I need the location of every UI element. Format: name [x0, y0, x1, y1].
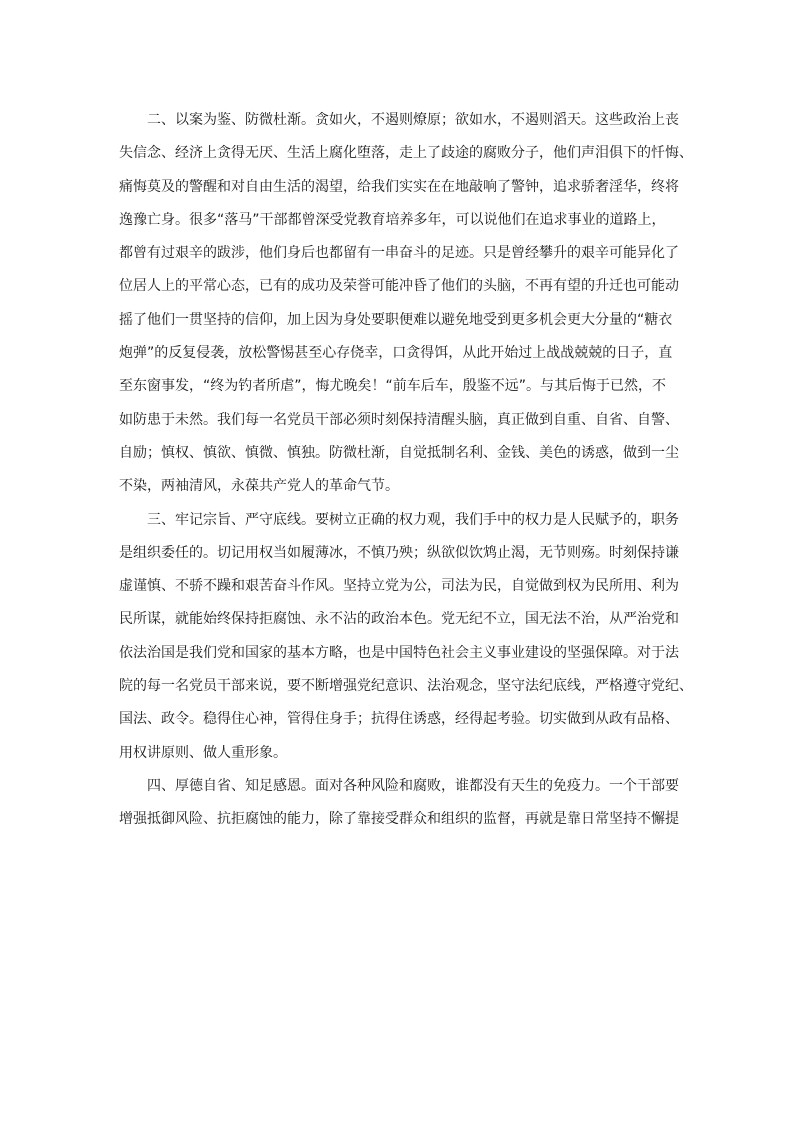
paragraph-2-line-10: 如防患于未然。我们每一名党员干部必须时刻保持清醒头脑，真正做到自重、自省、自警、 [119, 411, 679, 428]
paragraph-2-line-12: 不染，两袖清风，永葆共产党人的革命气节。 [119, 478, 399, 495]
paragraph-2-line-11: 自励；慎权、慎欲、慎微、慎独。防微杜渐，自觉抵制名利、金钱、美色的诱惑，做到一尘 [119, 444, 679, 461]
paragraph-2-line-7: 摇了他们一贯坚持的信仰，加上因为身处要职便难以避免地受到更多机会更大分量的“糖衣 [119, 311, 673, 328]
paragraph-3-line-1: 三、牢记宗旨、严守底线。要树立正确的权力观，我们手中的权力是人民赋予的，职务 [147, 511, 679, 528]
paragraph-3-line-4: 民所谋，就能始终保持拒腐蚀、永不沾的政治本色。党无纪不立，国无法不治，从严治党和 [119, 611, 679, 628]
paragraph-2-line-1: 二、以案为鉴、防微杜渐。贪如火，不遏则燎原；欲如水，不遏则滔天。这些政治上丧 [147, 112, 679, 128]
paragraph-2-line-5: 都曾有过艰辛的跋涉，他们身后也都留有一串奋斗的足迹。只是曾经攀升的艰辛可能异化了 [119, 245, 679, 262]
paragraph-3-line-8: 用权讲原则、做人重形象。 [119, 744, 287, 761]
paragraph-2-line-3: 痛悔莫及的警醒和对自由生活的渴望，给我们实实在在地敲响了警钟，追求骄奢淫华，终将 [119, 178, 679, 195]
paragraph-3-line-6: 院的每一名党员干部来说，要不断增强党纪意识、法治观念，坚守法纪底线，严格遵守党纪、 [119, 678, 693, 695]
paragraph-3-line-3: 虚谨慎、不骄不躁和艰苦奋斗作风。坚持立党为公，司法为民，自觉做到权为民所用、利为 [119, 578, 679, 595]
paragraph-2-line-6: 位居人上的平常心态，已有的成功及荣誉可能冲昏了他们的头脑，不再有望的升迁也可能动 [119, 278, 679, 295]
paragraph-2-line-9: 至东窗事发，“终为钓者所虐”，悔尤晚矣！“前车后车，殷鉴不远”。与其后悔于已然，不 [119, 378, 667, 395]
paragraph-4-line-1: 四、厚德自省、知足感恩。面对各种风险和腐败，谁都没有天生的免疫力。一个干部要 [147, 777, 679, 794]
paragraph-4-line-2: 增强抵御风险、抗拒腐蚀的能力，除了靠接受群众和组织的监督，再就是靠日常坚持不懈提 [119, 811, 679, 828]
paragraph-3-line-2: 是组织委任的。切记用权当如履薄冰，不慎乃殃；纵欲似饮鸩止渴，无节则殇。时刻保持谦 [119, 544, 679, 561]
body-text [119, 104, 693, 837]
paragraph-2-line-2: 失信念、经济上贪得无厌、生活上腐化堕落，走上了歧途的腐败分子，他们声泪俱下的忏悔、 [119, 145, 693, 162]
paragraph-3-line-5: 依法治国是我们党和国家的基本方略，也是中国特色社会主义事业建设的坚强保障。对于法 [119, 644, 679, 661]
paragraph-3-line-7: 国法、政令。稳得住心神，管得住身手；抗得住诱惑，经得起考验。切实做到从政有品格、 [119, 711, 679, 728]
paragraph-2-line-4: 逸豫亡身。很多“落马”干部都曾深受党教育培养多年，可以说他们在追求事业的道路上， [119, 211, 666, 228]
paragraph-2-line-8: 炮弹”的反复侵袭，放松警惕甚至心存侥幸，口贪得饵，从此开始过上战战兢兢的日子，直 [119, 345, 673, 362]
